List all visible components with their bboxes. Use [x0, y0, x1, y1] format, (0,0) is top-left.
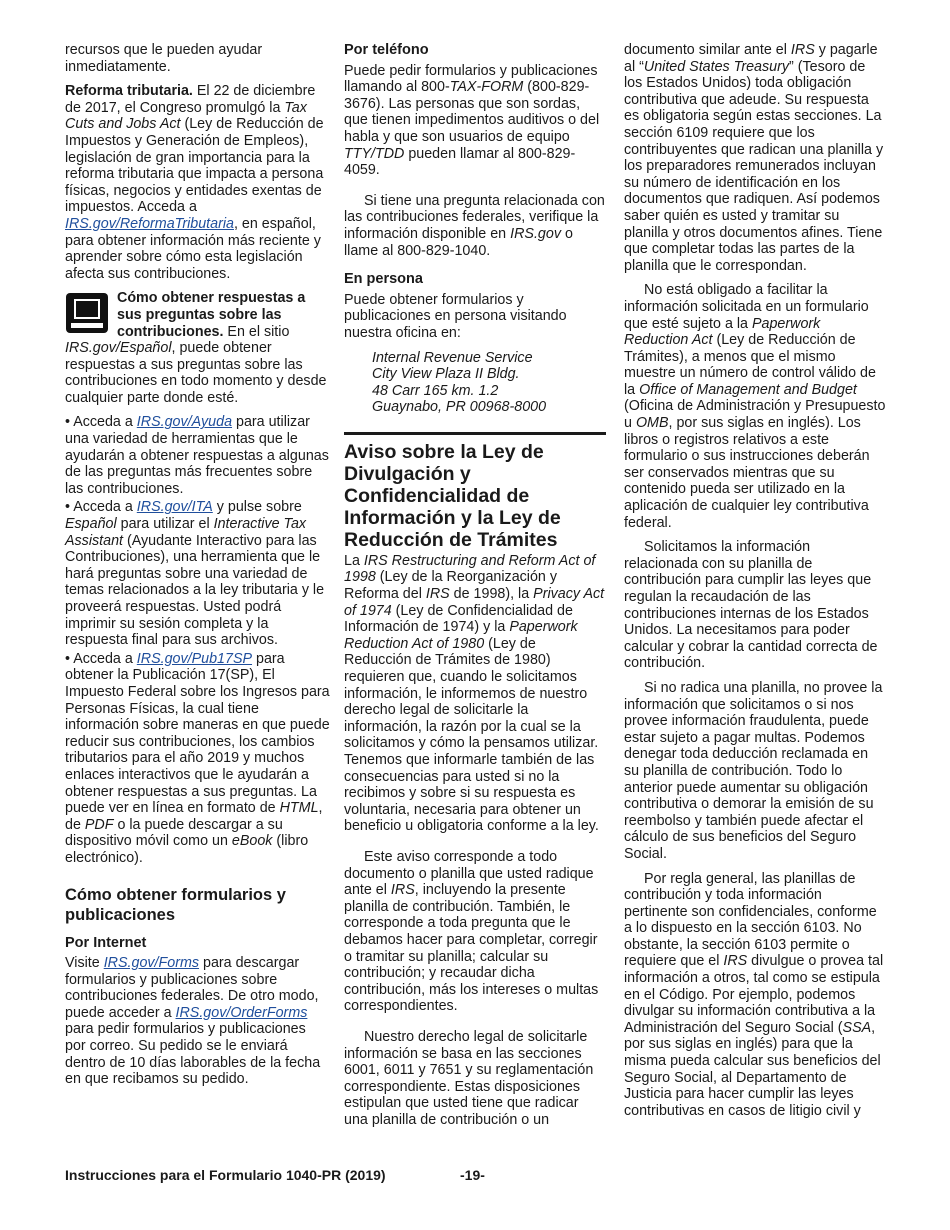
address-block — [372, 350, 606, 416]
text: , incluyendo la presente planilla de contribución. También, le corresponde a toda pregunta que le debamos hacer para completar, corregir o tramitar su planilla; calcular su contribución; y recaudar dicha contribución, más los intereses o multas correspondientes. — [344, 882, 599, 1015]
text: IRS — [790, 42, 815, 58]
text: , por sus siglas en inglés). Los libros o registros relativos a este formulario o sus instrucciones deberán ser conservados mientras que su contenido pueda ser utilizado en la aplicación de cualquier ley contributiva federal. — [624, 415, 870, 531]
section-divider — [344, 432, 606, 435]
text: (libro electrónico). — [65, 833, 309, 866]
text: En el sitio — [223, 323, 290, 340]
footer-title: Instrucciones para el Formulario 1040-PR (2019) — [65, 1167, 386, 1183]
text: Interactive Tax Assistant — [65, 516, 307, 549]
text: para pedir formularios y publicaciones por correo. Su pedido se le enviará dentro de 10 días laborables de la fecha en que recibamos su pedido. — [65, 1021, 321, 1088]
subsection-heading: En persona — [344, 271, 423, 288]
text: , en español, para obtener información más reciente y aprender sobre cómo esta legislación afecta sus contribuciones. — [65, 215, 321, 282]
text: Español — [65, 516, 117, 533]
text: El 22 de diciembre de 2017, el Congreso promulgó la — [65, 83, 316, 116]
address-line: 48 Carr 165 km. 1.2 — [372, 382, 499, 399]
text: Paperwork Reduction Act — [624, 315, 821, 349]
text: (Ley de Reducción de Trámites de 1980) requieren que, cuando le solicitamos información, le informemos de nuestro derecho legal de solicitarle la información, la razón por la cual se la solicitamos y cómo la pensamos utilizar. Tenemos que informarle también de las consecuencias para usted si no la recibimos y sobre si su respuesta es voluntaria, necesaria para obtener un beneficio u obligatoria conforme a la ley. — [344, 635, 599, 835]
text: eBook — [231, 833, 273, 850]
text: United States Treasury — [643, 58, 790, 75]
paragraph-aviso: Nuestro derecho legal de solicitarle información se basa en las secciones 6001, 6011 y 7651 y su reglamentación correspondiente. Estas disposiciones estipulan que usted tiene que radicar una planilla de contribución o un — [344, 1028, 594, 1128]
address-line: City View Plaza II Bldg. — [372, 366, 520, 383]
text: , de — [65, 800, 323, 833]
link-ayuda[interactable]: IRS.gov/Ayuda — [136, 414, 233, 431]
paragraph — [65, 42, 330, 75]
text: (Ley de Confidencialidad de Información de 1974) y la — [344, 602, 573, 636]
text: y pagarle al “ — [624, 42, 878, 75]
text: Puede pedir formularios y publicaciones llamando al 800- — [344, 62, 598, 96]
text: Office of Management and Budget — [639, 381, 857, 398]
text: IRS.gov — [510, 225, 561, 242]
text: Tax Cuts and Jobs Act — [65, 99, 307, 133]
text: o la puede descargar a su dispositivo móvil como un — [65, 816, 283, 850]
text: (Ayudante Interactivo para las Contribuciones), una herramienta que le hará preguntas sobre una variedad de temas relacionados a la ley tributaria y le proveerá respuestas. Usted podrá imprimir su sesión completa y la respuesta final para sus archivos. — [65, 532, 325, 649]
computer-icon — [65, 292, 109, 334]
text: para descargar formularios y publicaciones sobre contribuciones federales. De otro modo, puede acceder a — [65, 955, 319, 1021]
subsection-heading: Por Internet — [65, 934, 147, 951]
address-line: Internal Revenue Service — [372, 349, 533, 366]
bullet-icon: • — [65, 499, 71, 516]
text: divulgue o provea tal información a otros, tal como se estipula en el Código. Por ejemplo, podemos divulgar su información contributiva a la Administración del Seguro Social ( — [624, 953, 884, 1036]
page-number: -19- — [460, 1167, 485, 1183]
paragraph-aviso — [344, 849, 606, 1015]
column-1 — [65, 42, 330, 1096]
paragraph-persona: Puede obtener formularios y publicaciones en persona visitando nuestra oficina en: — [344, 291, 567, 341]
text: Paperwork Reduction Act of 1980 — [344, 619, 578, 652]
text: para utilizar el — [116, 516, 214, 533]
text: pueden llamar al 800-829-4059. — [344, 145, 576, 179]
link-reforma[interactable]: IRS.gov/ReformaTributaria — [65, 215, 234, 232]
paragraph — [624, 42, 886, 274]
link-orderforms[interactable]: IRS.gov/OrderForms — [175, 1004, 308, 1021]
bullet-item — [65, 414, 330, 497]
text: , por sus siglas en inglés) para que la misma pueda calcular sus beneficios del Seguro Social, al Departamento de Justicia para hacer cumplir las leyes contributivas en casos de litigio civil y — [624, 1019, 881, 1119]
paragraph: Si no radica una planilla, no provee la información que solicitamos o si nos provee información fraudulenta, puede estar sujeto a pagar multas. Podemos denegar toda deducción reclamada en su planilla de contribución. Todo lo anterior puede aumentar su obligación contributiva o demorar la emisión de su reembolso y también puede afectar el cálculo de sus beneficios del Seguro Social. — [624, 679, 883, 862]
text: (Ley de Reducción de Trámites), a menos que el mismo muestre un número de control válido de la — [624, 332, 876, 398]
text: recursos que le pueden ayudar inmediatamente. — [65, 42, 263, 75]
paragraph-respuestas — [65, 290, 330, 414]
bullet-item — [65, 499, 330, 648]
text: IRS — [723, 953, 748, 970]
column-2 — [344, 42, 606, 1136]
bullet-icon: • — [65, 650, 71, 667]
text: Si tiene una pregunta relacionada con las contribuciones federales, verifique la información disponible en — [344, 192, 605, 242]
text: IRS Restructuring and Reform Act of 1998 — [344, 552, 596, 586]
paragraph — [624, 871, 886, 1120]
link-ita[interactable]: IRS.gov/ITA — [136, 499, 213, 516]
paragraph: Solicitamos la información relacionada con su planilla de contribución para cumplir las leyes que regulan la recaudación de las contribuciones internas de los Estados Unidos. La necesitamos para poder calcular y cobrar la cantidad correcta de contribución. — [624, 539, 878, 672]
text: IRS.gov/Español — [65, 340, 172, 357]
text: La — [344, 552, 364, 569]
lead-heading: Reforma tributaria. — [65, 83, 193, 100]
text: IRS — [425, 586, 450, 603]
lead-heading: Cómo obtener respuestas a sus preguntas sobre las contribuciones. — [117, 290, 306, 340]
link-pub17sp[interactable]: IRS.gov/Pub17SP — [136, 650, 253, 667]
section-heading: Cómo obtener formularios y publicaciones — [65, 885, 286, 924]
address-line: Guaynabo, PR 00968-8000 — [372, 399, 547, 416]
text: TTY/TDD — [344, 145, 405, 162]
section-heading-aviso: Aviso sobre la Ley de Divulgación y Confidencialidad de Información y la Ley de Reducción de Trámites — [344, 440, 561, 551]
text: Acceda a — [70, 650, 137, 667]
paragraph-telefono — [344, 63, 606, 179]
text: SSA — [842, 1019, 872, 1036]
text: para obtener la Publicación 17(SP), El Impuesto Federal sobre los Ingresos para Personas Físicas, la cual tiene información sobre maneras en que puede reducir sus contribuciones, los cambios tributarios para el año 2019 y muchos enlaces interactivos que le ayudarán a obtener respuestas a sus preguntas. La puede ver en línea en formato de — [65, 650, 330, 817]
text: No está obligado a facilitar la información solicitada en un formulario que esté sujeto a la — [624, 282, 869, 332]
text: (800-829-3676). Las personas que son sordas, que tienen impedimentos auditivos o del habla y que son usuarios de equipo — [344, 79, 600, 145]
paragraph-reforma — [65, 83, 330, 282]
text: Privacy Act of 1974 — [344, 586, 605, 619]
text: o llame al 800-829-1040. — [344, 225, 573, 259]
text: PDF — [84, 816, 114, 833]
text: documento similar ante el — [624, 42, 791, 58]
text: (Ley de la Reorganización y Reforma del — [344, 569, 558, 603]
text: HTML — [279, 800, 319, 817]
paragraph-pregunta — [344, 193, 606, 259]
paragraph-aviso — [344, 553, 606, 835]
paragraph — [624, 282, 886, 531]
text: IRS — [390, 882, 415, 899]
text: y pulse sobre — [212, 499, 302, 516]
bullet-icon: • — [65, 414, 71, 431]
text: , puede obtener respuestas a sus preguntas sobre las contribuciones en todo momento y desde cualquier parte donde esté. — [65, 340, 327, 406]
text: Acceda a — [70, 499, 137, 516]
text: Por regla general, las planillas de contribución y toda información pertinente son confidenciales, conforme a lo dispuesto en la sección 6103. No obstante, la sección 6103 permite o requiere que el — [624, 870, 877, 970]
column-3 — [624, 42, 886, 1127]
subsection-heading: Por teléfono — [344, 42, 429, 58]
text: TAX-FORM — [449, 79, 524, 96]
bullet-item — [65, 651, 330, 867]
text: para utilizar una variedad de herramientas que le ayudarán a obtener respuestas a algunas de las preguntas más frecuentes sobre las contribuciones. — [65, 414, 329, 497]
text: (Ley de Reducción de Impuestos y Generación de Empleos), legislación de gran importancia para la reforma tributaria que impacta a persona físicas, negocios y entidades exentas de impuestos. Acceda a — [65, 116, 324, 216]
paragraph-internet — [65, 955, 330, 1088]
text: Acceda a — [70, 414, 137, 431]
text: Visite — [65, 955, 104, 972]
text: de 1998), la — [449, 586, 534, 603]
text: (Oficina de Administración y Presupuesto u — [624, 398, 886, 432]
text: OMB — [635, 415, 669, 432]
text: Este aviso corresponde a todo documento o planilla que usted radique ante el — [344, 848, 594, 899]
text: ” (Tesoro de los Estados Unidos) toda obligación contributiva que adeude. Su respuesta es obligatoria según estas secciones. La sección 6109 requiere que los contribuyentes que radican una planilla y los preparadores remunerados incluyan su número de identificación en los documentos que radiquen. Así podemos saber quién es usted y tramitar su planilla y otros documentos afines. Tiene que completar todas las partes de la planilla que le correspondan. — [624, 58, 884, 274]
link-forms[interactable]: IRS.gov/Forms — [103, 955, 200, 972]
